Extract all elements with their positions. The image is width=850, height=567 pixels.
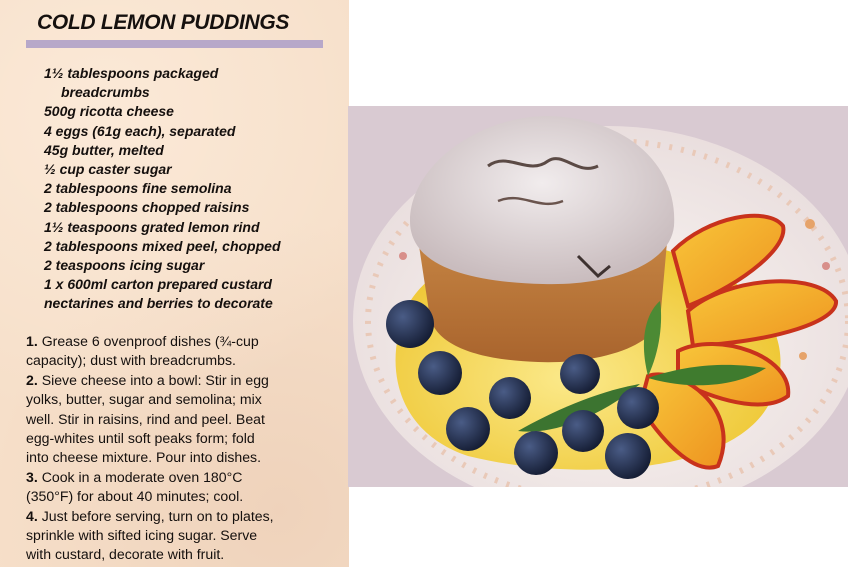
step-text: sprinkle with sifted icing sugar. Serve	[26, 527, 258, 544]
step-number: 2.	[26, 371, 38, 388]
step-line	[26, 429, 326, 448]
ingredient-item: breadcrumbs	[61, 84, 150, 101]
step-line	[26, 410, 326, 429]
ingredient-item: 2 tablespoons chopped raisins	[44, 199, 250, 216]
step-line	[26, 351, 326, 370]
step-text: (350°F) for about 40 minutes; cool.	[26, 488, 244, 505]
ingredient-item: 1½ tablespoons packaged	[44, 65, 219, 81]
ingredient-item: 2 tablespoons mixed peel, chopped	[44, 237, 281, 254]
step-line	[26, 468, 326, 487]
step-text: capacity); dust with breadcrumbs.	[26, 352, 236, 369]
title-underline	[26, 40, 323, 48]
step-number: 4.	[26, 507, 38, 524]
ingredient-item: 45g butter, melted	[44, 141, 164, 158]
step-number: 1.	[26, 333, 38, 349]
ingredient-item: ½ cup caster sugar	[44, 161, 172, 178]
recipe-title: COLD LEMON PUDDINGS	[37, 11, 290, 34]
ingredient-item: 500g ricotta cheese	[44, 103, 174, 120]
ingredient-item: 1 x 600ml carton prepared custard	[44, 276, 272, 293]
recipe-card	[0, 0, 349, 567]
pudding-illustration	[348, 106, 848, 487]
step-text: Cook in a moderate oven 180°C	[41, 468, 243, 485]
step-text: Just before serving, turn on to plates,	[41, 507, 274, 524]
ingredient-list	[44, 64, 281, 314]
step-line	[26, 526, 326, 545]
step-text: Grease 6 ovenproof dishes (¾-cup	[41, 333, 259, 349]
step-line	[26, 507, 326, 526]
ingredient-item: 2 teaspoons icing sugar	[44, 257, 205, 274]
step-number: 3.	[26, 468, 38, 485]
step-text: into cheese mixture. Pour into dishes.	[26, 449, 262, 466]
step-line	[26, 545, 326, 564]
method-steps	[26, 332, 326, 565]
step-line	[26, 487, 326, 506]
ingredient-item: 1½ teaspoons grated lemon rind	[44, 218, 260, 235]
step-line	[26, 371, 326, 390]
step-text: with custard, decorate with fruit.	[26, 546, 225, 563]
pudding-photo	[348, 106, 848, 487]
step-text: well. Stir in raisins, rind and peel. Beat	[26, 410, 265, 427]
ingredient-item: 4 eggs (61g each), separated	[44, 122, 236, 139]
step-line	[26, 390, 326, 409]
step-text: egg-whites until soft peaks form; fold	[26, 430, 255, 447]
ingredient-item: nectarines and berries to decorate	[44, 295, 273, 312]
ingredient-item: 2 tablespoons fine semolina	[44, 180, 232, 197]
step-text: yolks, butter, sugar and semolina; mix	[26, 391, 262, 408]
step-line	[26, 448, 326, 467]
step-text: Sieve cheese into a bowl: Stir in egg	[41, 371, 269, 388]
step-line	[26, 332, 326, 351]
